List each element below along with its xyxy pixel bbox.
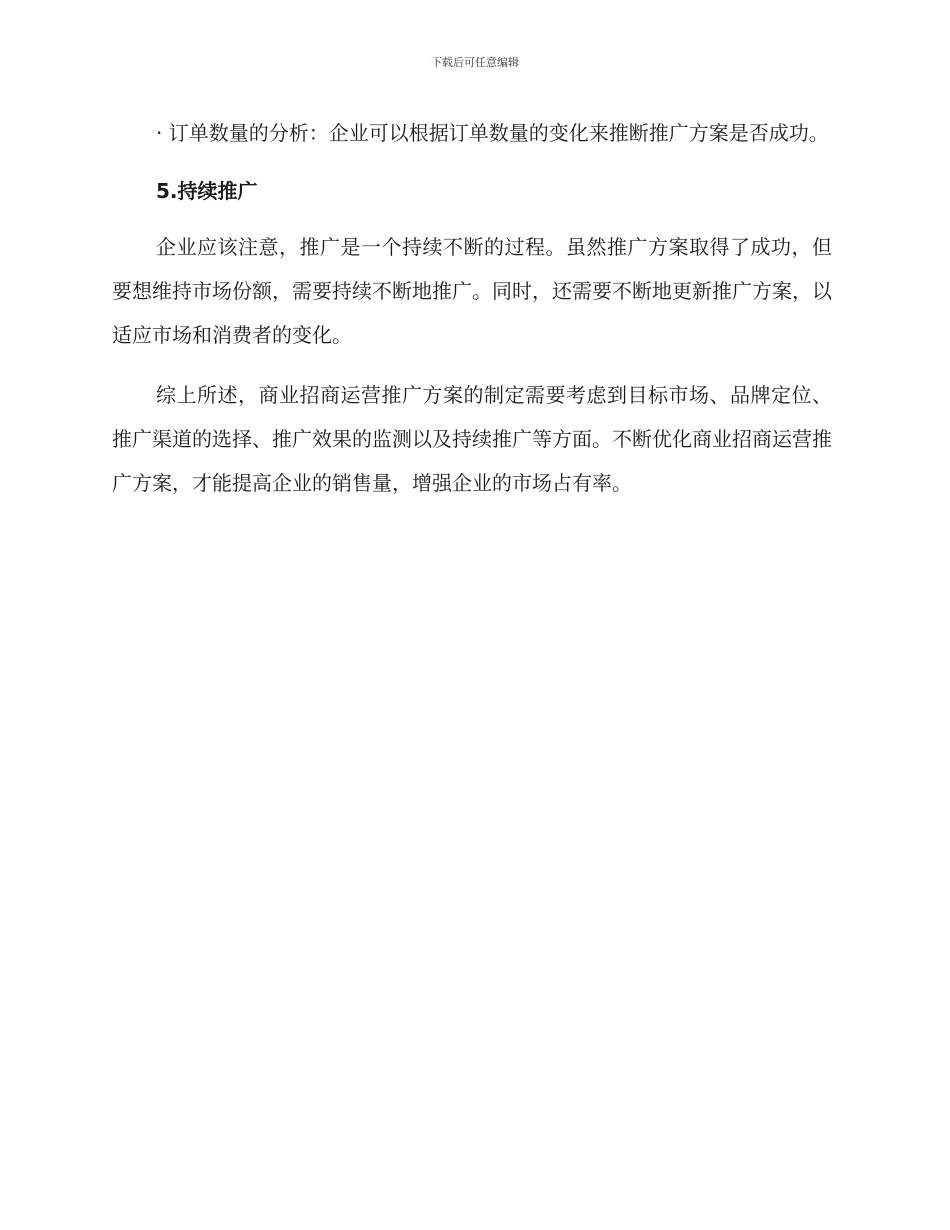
document-body bbox=[112, 111, 832, 505]
section-heading: 5.持续推广 bbox=[156, 179, 258, 203]
paragraph-order-analysis: · 订单数量的分析：企业可以根据订单数量的变化来推断推广方案是否成功。 bbox=[156, 121, 829, 145]
paragraph-continuous-promotion: 企业应该注意，推广是一个持续不断的过程。虽然推广方案取得了成功，但要想维持市场份额，需要持续不断地推广。同时，还需要不断地更新推广方案，以适应市场和消费者的变化。 bbox=[112, 235, 832, 347]
paragraph-summary: 综上所述，商业招商运营推广方案的制定需要考虑到目标市场、品牌定位、推广渠道的选择、推广效果的监测以及持续推广等方面。不断优化商业招商运营推广方案，才能提高企业的销售量，增强企业的市场占有率。 bbox=[112, 383, 832, 495]
page-header: 下载后可任意编辑 bbox=[431, 56, 519, 69]
